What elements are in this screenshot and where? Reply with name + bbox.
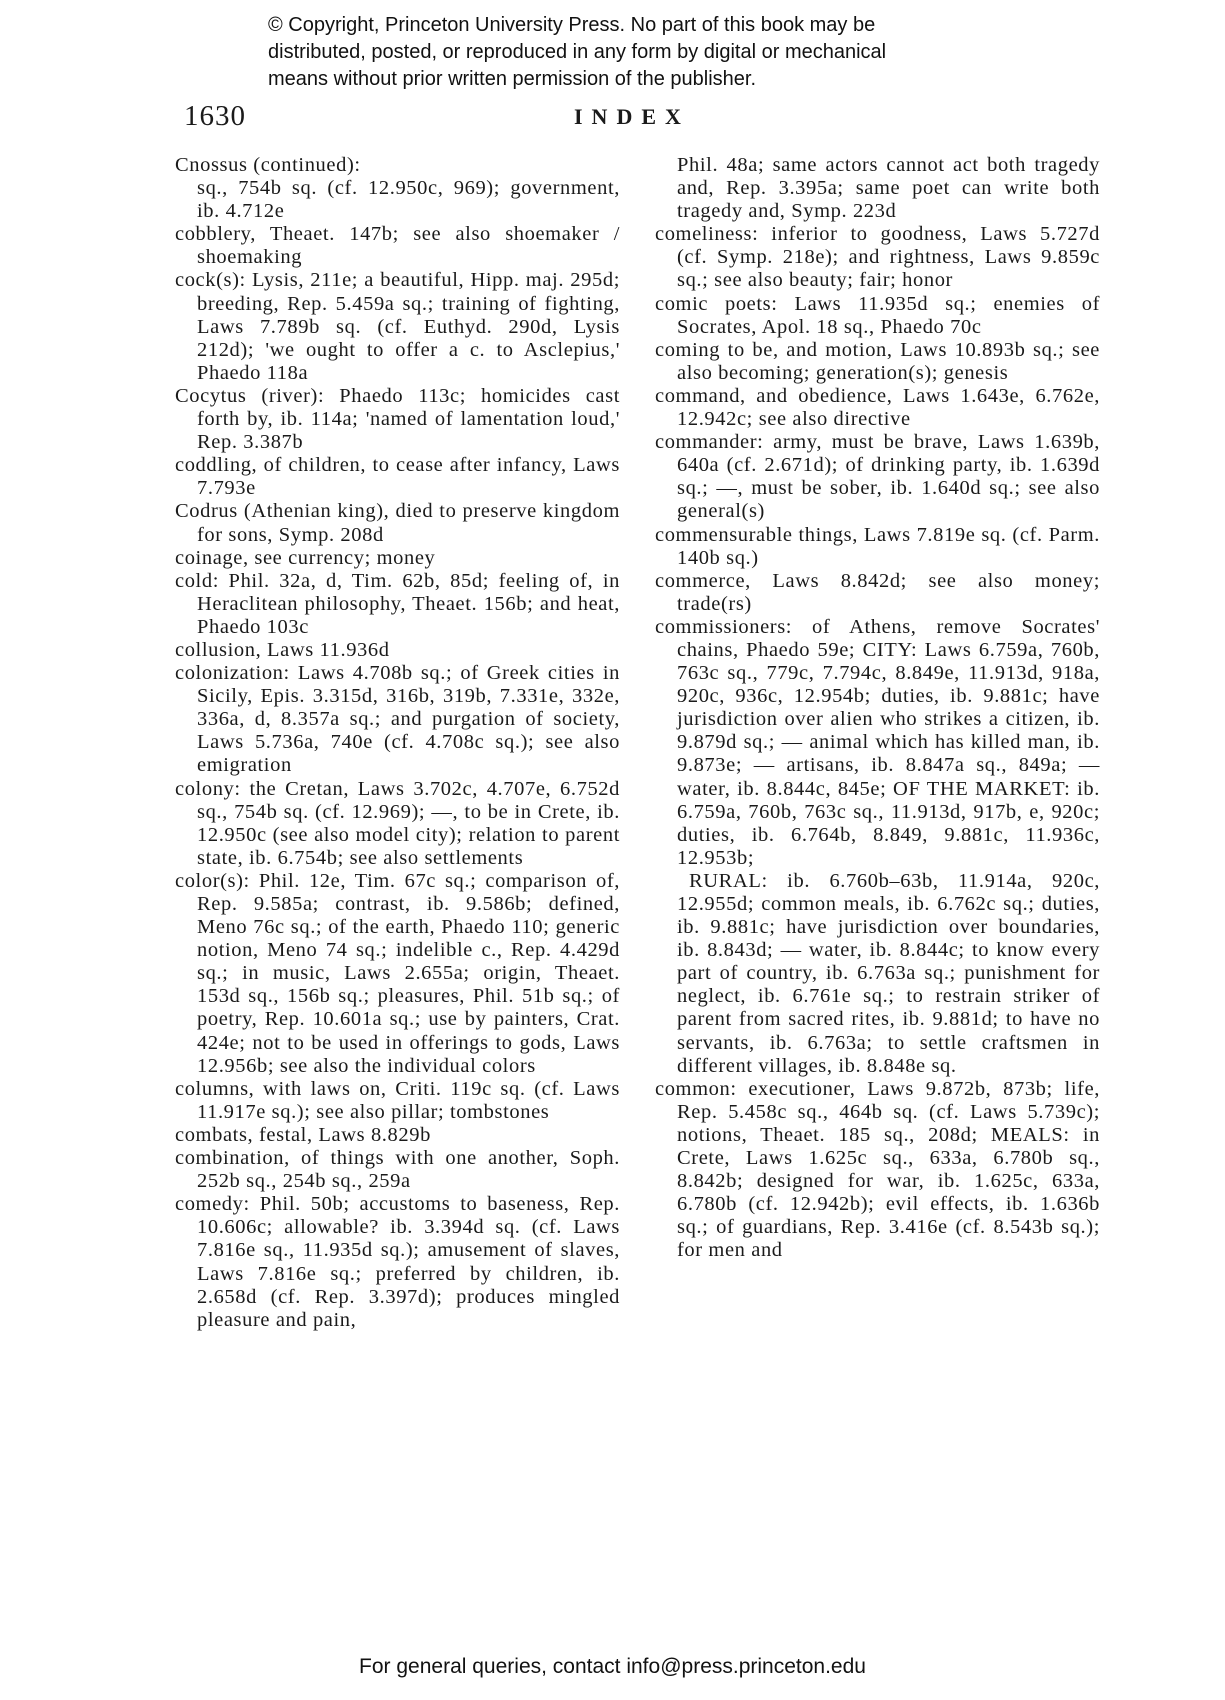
index-entry: cold: Phil. 32a, d, Tim. 62b, 85d; feeling of, in Heraclitean philosophy, Theaet. 156b; and heat, Phaedo 103c	[175, 569, 620, 638]
index-column-right	[655, 154, 1100, 1263]
copyright-notice	[268, 12, 1028, 93]
index-entry: comic poets: Laws 11.935d sq.; enemies of Socrates, Apol. 18 sq., Phaedo 70c	[655, 292, 1100, 338]
index-entry: command, and obedience, Laws 1.643e, 6.762e, 12.942c; see also directive	[655, 384, 1100, 431]
index-entry: cock(s): Lysis, 211e; a beautiful, Hipp. maj. 295d; breeding, Rep. 5.459a sq.; training of fighting, Laws 7.789b sq. (cf. Euthyd. 290d, Lysis 212d); 'we ought to offer a c. to Asclepius,' Phaedo 118a	[175, 269, 620, 384]
index-entry: coming to be, and motion, Laws 10.893b sq.; see also becoming; generation(s); genesis	[655, 338, 1100, 384]
copyright-line: © Copyright, Princeton University Press. No part of this book may be	[268, 14, 876, 36]
index-entry: Codrus (Athenian king), died to preserve kingdom for sons, Symp. 208d	[175, 500, 620, 546]
index-entry: common: executioner, Laws 9.872b, 873b; life, Rep. 5.458c sq., 464b sq. (cf. Laws 5.739c); notions, Theaet. 185 sq., 208d; MEALS: in Crete, Laws 1.625c sq., 633a, 6.780b sq., 8.842b; designed for war, ib. 1.625c, 633a, 6.780b (cf. 12.942b); evil effects, ib. 1.636b sq.; of guardians, Rep. 3.416e (cf. 8.543b sq.); for men and	[655, 1077, 1100, 1262]
index-entry: comeliness: inferior to goodness, Laws 5.727d (cf. Symp. 218e); and rightness, Laws 9.859c sq.; see also beauty; fair; honor	[655, 223, 1100, 292]
index-subentry: RURAL: ib. 6.760b–63b, 11.914a, 920c, 12.955d; common meals, ib. 6.762c sq.; duties, ib. 9.881c; have jurisdiction over boundaries, ib. 8.843d; — water, ib. 8.844c; to know every part of country, ib. 6.763a sq.; punishment for neglect, ib. 6.761e sq.; to restrain striker of parent from sacred rites, ib. 9.881d; to have no servants, ib. 6.763a; to settle craftsmen in different villages, ib. 8.848e sq.	[677, 869, 1100, 1077]
copyright-line: means without prior written permission of the publisher.	[268, 68, 757, 90]
footer-contact: For general queries, contact info@press.princeton.edu	[359, 1655, 866, 1678]
index-entry: Cnossus (continued):	[175, 154, 361, 176]
index-entry-continuation: Phil. 48a; same actors cannot act both tragedy and, Rep. 3.395a; same poet can write both tragedy and, Symp. 223d	[677, 154, 1100, 223]
index-entry: colony: the Cretan, Laws 3.702c, 4.707e, 6.752d sq., 754b sq. (cf. 12.969); —, to be in Crete, ib. 12.950c (see also model city); relation to parent state, ib. 6.754b; see also settlements	[175, 777, 620, 869]
running-head: INDEX	[574, 104, 690, 129]
index-entry-continuation: sq., 754b sq. (cf. 12.950c, 969); government, ib. 4.712e	[197, 177, 620, 223]
index-entry: commissioners: of Athens, remove Socrates' chains, Phaedo 59e; CITY: Laws 6.759a, 760b, 763c sq., 779c, 7.794c, 8.849e, 11.913d, 918a, 920c, 936c, 12.954b; duties, ib. 9.881c; have jurisdiction over alien who strikes a citizen, ib. 9.879d sq.; — animal which has killed man, ib. 9.873e; — artisans, ib. 8.847a sq., 849a; — water, ib. 8.844c, 845e; OF THE MARKET: ib. 6.759a, 760b, 763c sq., 11.913d, 917b, e, 920c; duties, ib. 6.764b, 8.849, 9.881c, 11.936c, 12.953b;	[655, 615, 1100, 869]
index-entry: Cocytus (river): Phaedo 113c; homicides cast forth by, ib. 114a; 'named of lamentation loud,' Rep. 3.387b	[175, 384, 620, 454]
copyright-line: distributed, posted, or reproduced in any form by digital or mechanical	[268, 41, 887, 63]
index-entry: commerce, Laws 8.842d; see also money; trade(rs)	[655, 569, 1100, 615]
index-entry: combination, of things with one another, Soph. 252b sq., 254b sq., 259a	[175, 1147, 620, 1193]
index-entry: cobblery, Theaet. 147b; see also shoemaker / shoemaking	[175, 223, 620, 269]
index-entry: coinage, see currency; money	[175, 546, 436, 569]
index-entry: collusion, Laws 11.936d	[175, 638, 390, 661]
index-entry: color(s): Phil. 12e, Tim. 67c sq.; comparison of, Rep. 9.585a; contrast, ib. 9.586b; defined, Meno 76c sq.; of the earth, Phaedo 110; generic notion, Meno 74 sq.; indelible c., Rep. 4.429d sq.; in music, Laws 2.655a; origin, Theaet. 153d sq., 156b sq.; pleasures, Phil. 51b sq.; of poetry, Rep. 10.601a sq.; use by painters, Crat. 424e; not to be used in offerings to gods, Laws 12.956b; see also the individual colors	[175, 869, 620, 1077]
index-entry: commensurable things, Laws 7.819e sq. (cf. Parm. 140b sq.)	[655, 523, 1100, 569]
index-entry: comedy: Phil. 50b; accustoms to baseness, Rep. 10.606c; allowable? ib. 3.394d sq. (cf. Laws 7.816e sq., 11.935d sq.); amusement of slaves, Laws 7.816e sq.; preferred by children, ib. 2.658d (cf. Rep. 3.397d); produces mingled pleasure and pain,	[175, 1193, 620, 1331]
index-entry: columns, with laws on, Criti. 119c sq. (cf. Laws 11.917e sq.); see also pillar; tombstones	[175, 1077, 620, 1123]
page-number: 1630	[184, 100, 246, 132]
index-entry: commander: army, must be brave, Laws 1.639b, 640a (cf. 2.671d); of drinking party, ib. 1.639d sq.; —, must be sober, ib. 1.640d sq.; see also general(s)	[655, 431, 1100, 523]
index-entry: combats, festal, Laws 8.829b	[175, 1123, 431, 1146]
index-column-left	[175, 154, 620, 1332]
index-entry: colonization: Laws 4.708b sq.; of Greek cities in Sicily, Epis. 3.315d, 316b, 319b, 7.331e, 332e, 336a, d, 8.357a sq.; and purgation of society, Laws 5.736a, 740e (cf. 4.708c sq.); see also emigration	[175, 662, 620, 777]
index-entry: coddling, of children, to cease after infancy, Laws 7.793e	[175, 454, 620, 500]
